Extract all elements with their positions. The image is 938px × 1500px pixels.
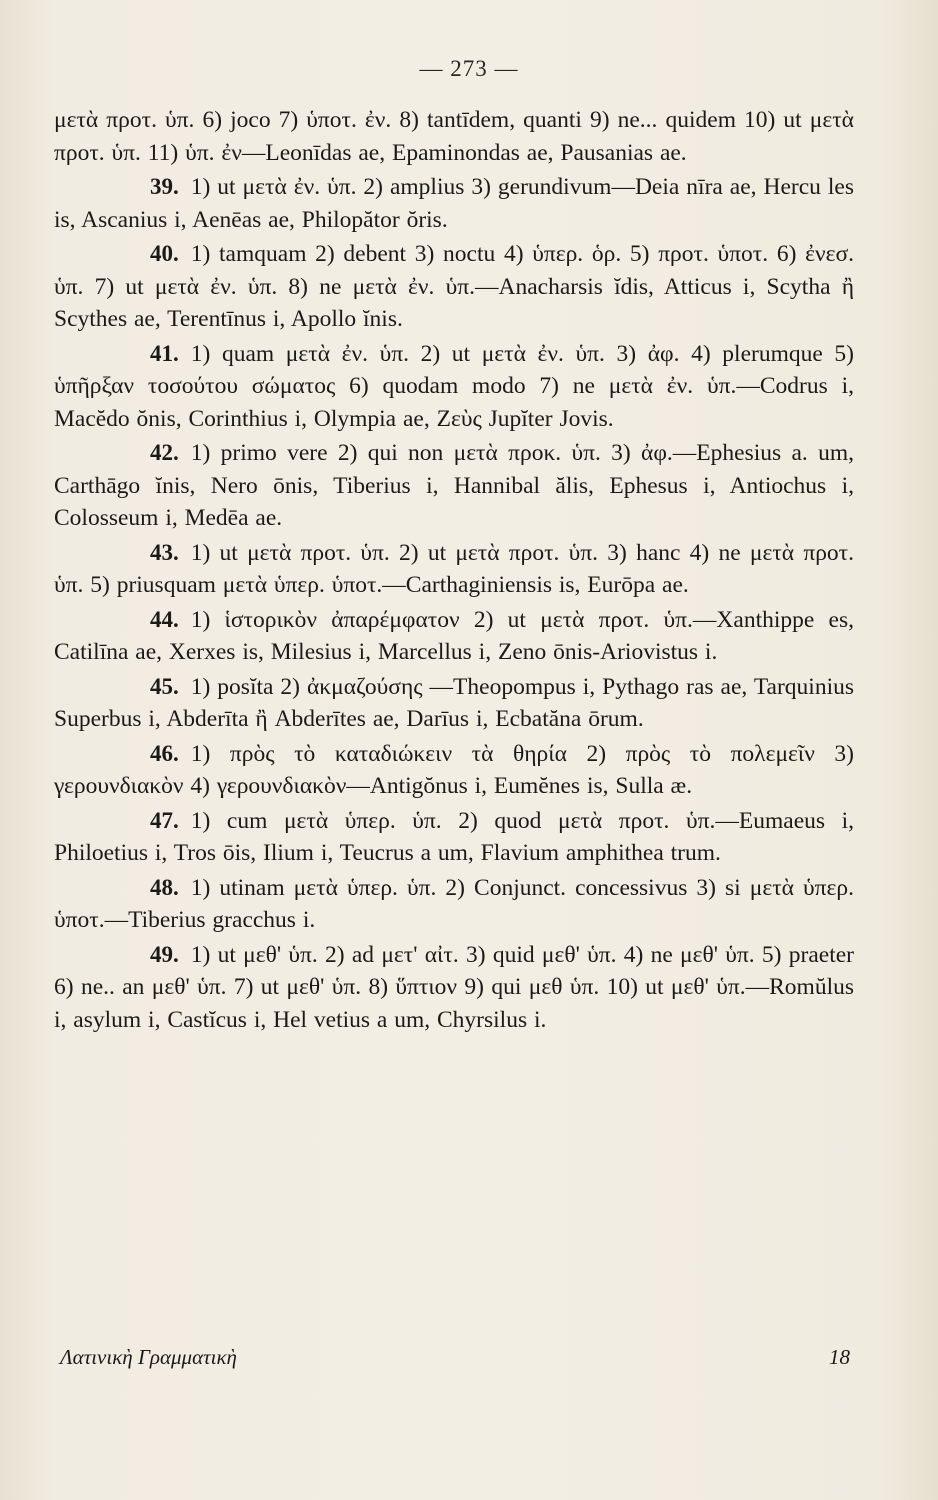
paragraph-text: 1) ut μετὰ προτ. ὑπ. 2) ut μετὰ προτ. ὑπ. 3) hanc 4) ne μετὰ προτ. ὑπ. 5) priusquam μετὰ ὑπερ. ὑποτ.—Carthaginiensis is, Eurōpa ae. <box>54 539 854 598</box>
paragraph-text: 1) πρὸς τὸ καταδιώκειν τὰ θηρία 2) πρὸς τὸ πολεμεῖν 3) γερουνδιακὸν 4) γερουνδιακὸν—Antigŏnus i, Eumĕnes is, Sulla æ. <box>54 740 854 799</box>
exercise-40 <box>54 238 854 336</box>
page-footer <box>60 1345 850 1385</box>
paragraph-text: 1) quam μετὰ ἐν. ὑπ. 2) ut μετὰ ἐν. ὑπ. 3) ἀφ. 4) plerumque 5) ὑπῆρξαν τοσούτου σώματος 6) quodam modo 7) ne μετὰ ἐν. ὑπ.—Codrus i, Macĕdo ŏnis, Corinthius i, Olympia ae, Ζεὺς Jupĭter Jovis. <box>54 340 854 432</box>
exercise-number: 49. <box>150 941 179 967</box>
exercise-45 <box>54 671 854 736</box>
exercise-number: 42. <box>150 440 179 465</box>
exercise-44 <box>54 604 854 669</box>
exercise-number: 43. <box>150 539 179 565</box>
paragraph-text: μετὰ προτ. ὑπ. 6) joco 7) ὑποτ. ἐν. 8) tantīdem, quanti 9) ne... quidem 10) ut μετὰ προτ. ὑπ. 11) ὑπ. ἐν—Leonīdas ae, Epaminondas ae, Pausanias ae. <box>54 107 854 166</box>
paragraph-text: 1) cum μετὰ ὑπερ. ὑπ. 2) quod μετὰ προτ. ὑπ.—Eumaeus i, Philoetius i, Tros ōis, Ilium i, Teucrus a um, Flavium amphithea trum. <box>54 807 854 866</box>
exercise-47 <box>54 805 854 870</box>
signature-mark: 18 <box>829 1345 850 1369</box>
exercise-46 <box>54 738 854 803</box>
page-body <box>54 104 854 1038</box>
paragraph-text: 1) ἱστορικὸν ἀπαρέμφατον 2) ut μετὰ προτ. ὑπ.—Xanthippe es, Catilīna ae, Xerxes is, Milesius i, Marcellus i, Zeno ōnis-Ariovistus i. <box>54 606 854 665</box>
paragraph-text: 1) tamquam 2) debent 3) noctu 4) ὑπερ. ὁρ. 5) προτ. ὑποτ. 6) ἐνεσ. ὑπ. 7) ut μετὰ ἐν. ὑπ. 8) ne μετὰ ἐν. ὑπ.—Anacharsis ĭdis, Atticus i, Scytha ἢ Scythes ae, Terentīnus i, Apollo ĭnis. <box>54 241 854 332</box>
exercise-43 <box>54 537 854 602</box>
exercise-number: 45. <box>150 673 179 699</box>
paragraph-text: 1) utinam μετὰ ὑπερ. ὑπ. 2) Conjunct. concessivus 3) si μετὰ ὑπερ. ὑποτ.—Tiberius gracchus i. <box>54 874 854 933</box>
exercise-48 <box>54 872 854 937</box>
paragraph-text: 1) ut μεθ' ὑπ. 2) ad μετ' αἰτ. 3) quid μεθ' ὑπ. 4) ne μεθ' ὑπ. 5) praeter 6) ne.. an μεθ' ὑπ. 7) ut μεθ' ὑπ. 8) ὕπτιον 9) qui μεθ ὑπ. 10) ut μεθ' ὑπ.—Romŭlus i, asylum i, Castĭcus i, Hel vetius a um, Chyrsilus i. <box>54 941 854 1033</box>
exercise-number: 40. <box>150 241 179 266</box>
exercise-number: 39. <box>150 174 179 199</box>
paragraph-continuation <box>54 104 854 169</box>
exercise-number: 44. <box>150 606 179 632</box>
paragraph-text: 1) ut μετὰ ἐν. ὑπ. 2) amplius 3) gerundivum—Deia nīra ae, Hercu les is, Ascanius i, Aenēas ae, Philopător ŏris. <box>54 174 854 233</box>
exercise-41 <box>54 338 854 436</box>
exercise-49 <box>54 939 854 1037</box>
exercise-number: 48. <box>150 874 179 900</box>
book-title: Λατινικὴ Γραμματικὴ <box>60 1345 237 1369</box>
exercise-42 <box>54 437 854 535</box>
paragraph-text: 1) posĭta 2) ἀκμαζούσης —Theopompus i, Pythago ras ae, Tarquinius Superbus i, Abderīta ἢ Abderītes ae, Darīus i, Ecbatăna ōrum. <box>54 673 854 732</box>
exercise-39 <box>54 171 854 236</box>
paragraph-text: 1) primo vere 2) qui non μετὰ προκ. ὑπ. 3) ἀφ.—Ephesius a. um, Carthāgo ĭnis, Nero ōnis, Tiberius i, Hannibal ălis, Ephesus i, Antiochus i, Colosseum i, Medēa ae. <box>54 440 854 531</box>
exercise-number: 41. <box>150 340 179 366</box>
exercise-number: 47. <box>150 807 179 833</box>
exercise-number: 46. <box>150 740 179 766</box>
page-number: — 273 — <box>419 56 519 81</box>
